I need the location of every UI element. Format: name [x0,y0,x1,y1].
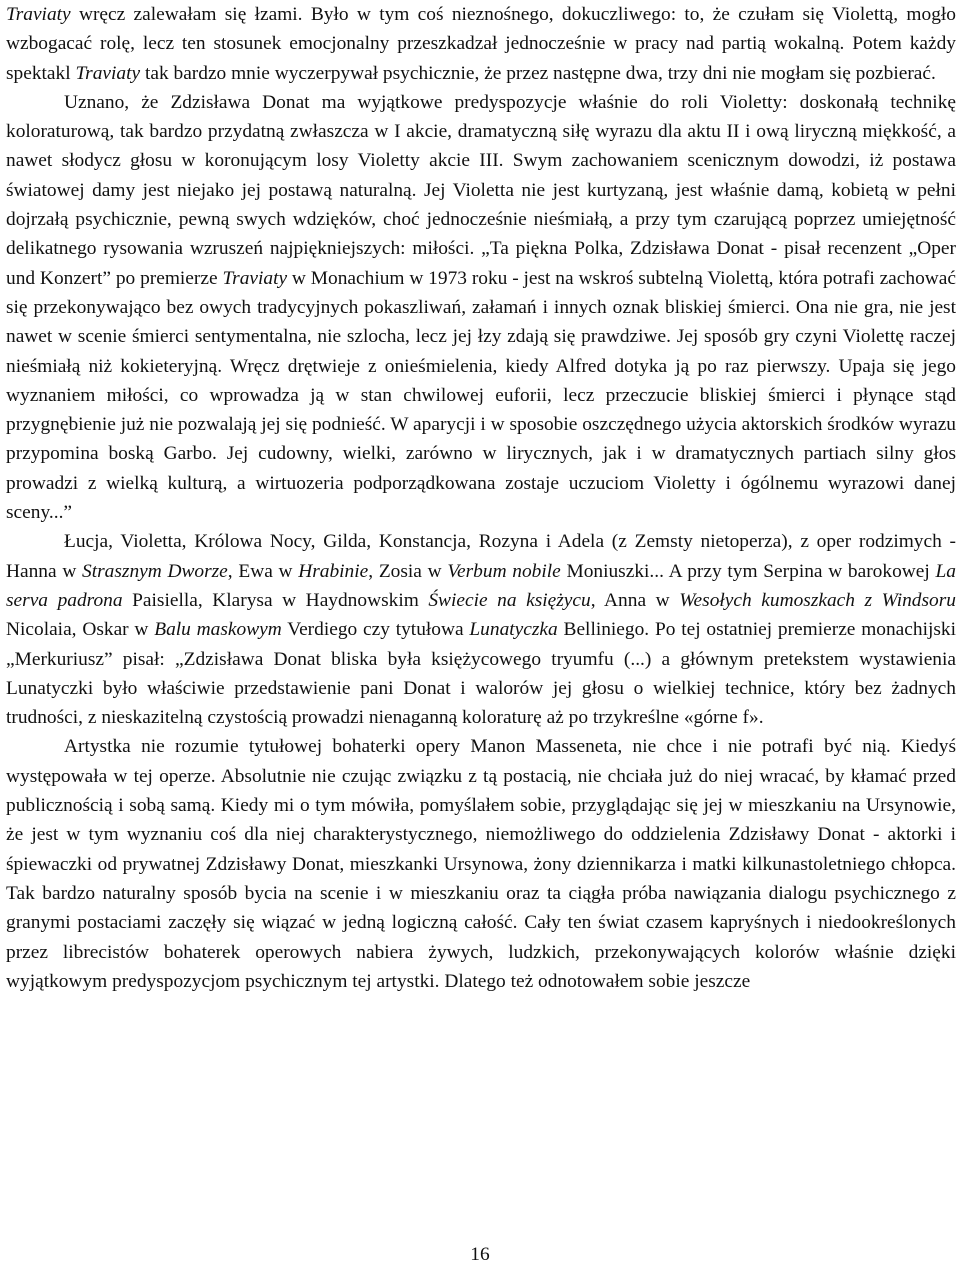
text-run: wręcz zalewałam się łzami. Było w tym coś nieznośnego, dokuczliwego: to, że czułam się Violettą, mogło wzbogacać rolę, lecz ten stosunek emocjonalny przeszkadzał jednocześnie w pracy nad partią wokalną. Potem każdy spektakl [6,4,956,84]
italic-title: Traviaty [222,267,288,289]
text-run: Belliniego. Po tej ostatniej premierze monachijski „Merkuriusz” pisał: „Zdzisława Donat bliska była księżycowego tryumfu (...) a głównym pretekstem wystawienia Lunatyczki było właściwie przedstawienie pani Donat i walorów jej głosu o wielkiej technice, który bez żadnych trudności, z nieskazitelną czystością prowadzi nienaganną koloraturę aż po trzykreślne «górne f». [6,619,956,729]
italic-title: Strasznym Dworze [82,560,228,582]
document-page [6,0,956,996]
text-run: Uznano, że Zdzisława Donat ma wyjątkowe predyspozycje właśnie do roli Violetty: doskonałą technikę koloraturową, tak bardzo przydatną zwłaszcza w I akcie, dramatyczną siłę wyrazu dla aktu II i ową liryczną miękkość, a nawet słodycz głosu w koronującym losy Violetty akcie III. Swym zachowaniem scenicznym dowodzi, iż postawa światowej damy jest niejako jej postawą naturalną. Jej Violetta nie jest kurtyzaną, jest właśnie damą, kobietą w pełni dojrzałą psychicznie, pewną swych wdzięków, choć jednocześnie nieśmiałą, a przy tym czarującą poprzez umiejętność delikatnego rysowania wzruszeń najpiękniejszych: miłości. „Ta piękna Polka, Zdzisława Donat - pisał recenzent „Oper und Konzert” po premierze [6,91,956,289]
text-run: Moniuszki... A przy tym Serpina w barokowej [560,560,936,582]
paragraph-3 [6,527,956,732]
page-number: 16 [470,1244,490,1265]
italic-title: Balu maskowym [154,619,282,641]
italic-title: Traviaty [75,62,141,84]
text-run: Verdiego czy tytułowa [281,619,470,641]
italic-title: La serva padrona [6,560,956,611]
paragraph-1 [6,0,956,88]
text-run: Łucja, Violetta, Królowa Nocy, Gilda, Konstancja, Rozyna i Adela (z Zemsty nietoperza), z oper rodzimych - Hanna w [6,531,956,582]
text-run: Artystka nie rozumie tytułowej bohaterki opery Manon Masseneta, nie chce i nie potrafi być nią. Kiedyś występowała w tej operze. Absolutnie nie czując związku z tą postacią, nie chciała już do niej wracać, by kłamać przed publicznością i sobą samą. Kiedy mi o tym mówiła, pomyślałem sobie, przyglądając się jej w mieszkaniu na Ursynowie, że jest w tym wyznaniu coś dla niej charakterystycznego, niemożliwego do oddzielenia Zdzisławy Donat - aktorki i śpiewaczki od prywatnej Zdzisławy Donat, mieszkanki Ursynowa, żony dziennikarza i matki kilkunastoletniego chłopca. Tak bardzo naturalny sposób bycia na scenie i w mieszkaniu oraz ta ciągła próba nawiązania dialogu psychicznego z granymi postaciami zaczęły się wiązać w jedną logiczną całość. Cały ten świat czasem kapryśnych i niedookreślonych przez librecistów bohaterek operowych nabiera żywych, ludzkich, przekonywających kolorów właśnie dzięki wyjątkowym predyspozycjom psychicznym tej artystki. Dlatego też odnotowałem sobie jeszcze [6,736,956,992]
text-run: , Anna w [590,589,680,611]
italic-title: Świecie na księżycu [428,589,591,611]
text-run: tak bardzo mnie wyczerpywał psychicznie, że przez następne dwa, trzy dni nie mogłam się pozbierać. [140,62,936,84]
italic-title: Verbum nobile [447,560,561,582]
paragraph-4 [6,732,956,996]
text-run: Nicolaia, Oskar w [6,619,155,641]
text-run: , Ewa w [227,560,299,582]
text-run: , Zosia w [368,560,448,582]
italic-title: Traviaty [6,4,71,25]
italic-title: Hrabinie [298,560,369,582]
italic-title: Wesołych kumoszkach z Windsoru [679,589,956,611]
text-run: Paisiella, Klarysa w Haydnowskim [122,589,429,611]
text-run: w Monachium w 1973 roku - jest na wskroś subtelną Violettą, która potrafi zachować się przekonywająco bez owych tradycyjnych pokaszliwań, załamań i innych oznak bliskiej śmierci. Ona nie gra, nie jest nawet w scenie śmierci sentymentalna, nie szlocha, lecz jej łzy zdają się prawdziwe. Jej sposób gry czyni Violettę raczej nieśmiałą niż kokieteryjną. Wręcz drętwieje z onieśmielenia, kiedy Alfred dotyka ją po raz pierwszy. Upaja się jego wyznaniem miłości, co wprowadza ją w stan chwilowej euforii, lecz przeczucie bliskiej śmierci i płynące stąd przygnębienie już nie pozwalają jej się podnieść. W aparycji i w sposobie oszczędnego użycia aktorskich środków wyrazu przypomina boską Garbo. Jej cudowny, wielki, zarówno w lirycznych, jak i w dramatycznych partiach silny głos prowadzi z wielką kulturą, a wirtuozeria podporządkowana zostaje uczuciom Violetty i ógólnemu wyrazowi danej sceny...” [6,267,956,524]
italic-title: Lunatyczka [469,619,558,641]
paragraph-2 [6,88,956,527]
